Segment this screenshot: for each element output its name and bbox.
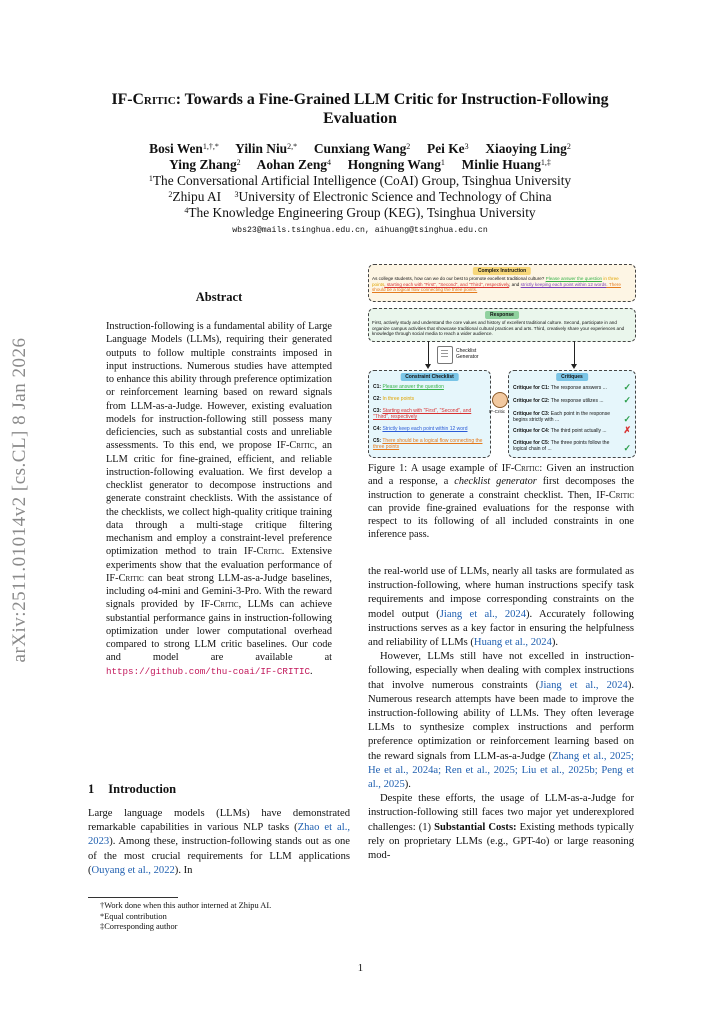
checklist-item: C1: Please answer the question <box>373 384 444 390</box>
intro-paragraph: Large language models (LLMs) have demonstrated remarkable capabilities in various NLP tasks (Zhao et al., 2023). Among these, instruction-following stands out as one of the most crucial requirements for LLM applications (Ouyang et al., 2022). In <box>88 808 350 876</box>
citation-link[interactable]: Ouyang et al., 2022 <box>91 864 175 876</box>
critiques-box <box>508 370 636 458</box>
checklist-generator-label: Checklist Generator <box>456 348 479 360</box>
critique-item: Critique for C3: Each point in the response begins strictly with ... <box>513 411 610 423</box>
constraint-checklist-box <box>368 370 491 458</box>
citation-link[interactable]: Jiang et al., 2024 <box>539 679 628 691</box>
citation-link[interactable]: Zhao et al., 2023 <box>88 822 350 848</box>
check-icon: ✓ <box>623 443 631 453</box>
paragraph: Despite these efforts, the usage of LLM-as-a-Judge for instruction-following still faces two major yet underexplored challenges: (1) Substantial Costs: Existing methods typically rely on proprietary LLMs (e.g., GPT-4o) or large reasoning mod- <box>368 793 634 862</box>
if-critic-icon <box>492 392 508 408</box>
response-box <box>368 308 636 342</box>
checklist-generator-icon <box>437 346 453 364</box>
arxiv-stamp <box>0 300 40 700</box>
arrow-to-critiques <box>574 341 575 365</box>
critique-item: Critique for C2: The response utilizes ... <box>513 398 604 404</box>
author-name: Yilin Niu <box>235 141 288 156</box>
author-name: Xiaoying Ling <box>485 141 567 156</box>
arrow-head-icon <box>571 364 577 369</box>
right-column-body <box>368 565 634 863</box>
complex-instruction-box <box>368 264 636 302</box>
author-name: Aohan Zeng <box>256 157 327 172</box>
paragraph: However, LLMs still have not excelled in instruction-following, especially when dealing with complex instructions that involve numerous constraints (Jiang et al., 2024). Numerous research attempts have been made to improve the instruction-following ability of LLMs. They often leverage LLMs to synthesize complex instructions and perform preference optimization or reinforcement learning based on the reward signals from LLM-as-a-Judge (Zhang et al., 2025; He et al., 2024a; Ren et al., 2025; Liu et al., 2025b; Peng et al., 2025). <box>368 651 635 791</box>
critiques-label: Critiques <box>556 373 588 381</box>
constraint-checklist-label: Constraint Checklist <box>400 373 459 381</box>
critique-item: Critique for C1: The response answers ... <box>513 385 607 391</box>
checklist-item: C3: Starting each with "First", "Second", and "Third", respectively <box>373 408 472 420</box>
response-label: Response <box>485 311 519 319</box>
critique-item: Critique for C5: The three points follow the logical chain of ... <box>513 440 610 452</box>
complex-instruction-text: As college students, how can we do our best to promote excellent traditional culture? Please answer the question in three points, starting each with "First", "Second", and "Third", respectively, and strictly keeping each point within 12 words. There should be a logical flow connecting the three points. <box>372 276 621 293</box>
author-name: Ying Zhang <box>169 157 237 172</box>
author-block <box>80 141 640 239</box>
response-text: First, actively study and understand the core values and history of excellent traditional culture. Second, participate in and organize campus activities that showcase traditional cultural practices and arts. Third, creatively share your experiences and knowledge through social media to reach a wider audience. <box>372 320 625 337</box>
footnote-rule <box>88 897 178 898</box>
figure-1 <box>368 264 634 458</box>
arrow-to-checklist <box>428 341 429 365</box>
author-name: Minlie Huang <box>461 157 541 172</box>
check-icon: ✓ <box>623 382 631 392</box>
paragraph: the real-world use of LLMs, nearly all tasks are formulated as instruction-following, where human instructions specify task requirements and impose corresponding constraints on the model output (Jiang et al., 2024). Accurately following instructions serves as a key factor in ensuring the helpfulness and reliability of LLMs (Huang et al., 2024). <box>368 566 634 649</box>
critique-item: Critique for C4: The third point actually ... <box>513 428 607 434</box>
footnote: ‡Corresponding author <box>100 922 178 931</box>
author-line-1: Bosi Wen$^{1,\dagger,*}$ Yilin Niu$^{2,*}$ Cunxiang Wang$^2$ Pei Ke$^3$ Xiaoying Ling$^2$ <box>149 141 571 156</box>
figure-caption: Figure 1: A usage example of IF-Critic: Given an instruction and a response, a checklist generator first decomposes the instruction to generate a constraint checklist. Then, IF-Critic can provide fine-grained evaluations for the response with respect to its following of all included constraints in one inference pass. <box>368 463 635 541</box>
citation-link[interactable]: Zhang et al., 2025; He et al., 2024a; Ren et al., 2025; Liu et al., 2025b; Peng et al., 2025 <box>368 750 635 791</box>
author-name: Pei Ke <box>427 141 465 156</box>
code-link[interactable]: https://github.com/thu-coai/IF-CRITIC <box>106 665 310 677</box>
citation-link[interactable]: Huang et al., 2024 <box>473 637 552 649</box>
affiliation-2-3: $^2$Zhipu AI $^3$University of Electronic Science and Technology of China <box>168 189 552 204</box>
author-name: Cunxiang Wang <box>313 141 407 156</box>
checklist-item: C4: Strictly keep each point within 12 word <box>373 426 468 432</box>
affiliation-1: $^1$The Conversational Artificial Intelligence (CoAI) Group, Tsinghua University <box>148 173 572 188</box>
section-heading-introduction: 1 Introduction <box>88 782 177 796</box>
title-line-1: : Towards a Fine-Grained LLM Critic for Instruction-Following <box>175 91 609 108</box>
checklist-item: C5: There should be a logical flow connecting the three points <box>373 438 483 450</box>
author-name: Bosi Wen <box>149 141 203 156</box>
author-email[interactable]: wbs23@mails.tsinghua.edu.cn, aihuang@tsinghua.edu.cn <box>232 226 488 235</box>
if-critic-label: IF-Critic <box>489 409 506 414</box>
arxiv-stamp-text: arXiv:2511.01014v2 [cs.CL] 8 Jan 2026 <box>9 337 30 663</box>
check-icon: ✓ <box>623 414 631 424</box>
cross-icon: ✗ <box>623 425 631 435</box>
paper-title <box>80 90 640 128</box>
author-line-2: Ying Zhang$^2$ Aohan Zeng$^4$ Hongning Wang$^1$ Minlie Huang$^{1,\ddagger}$ <box>169 157 551 172</box>
complex-instruction-label: Complex Instruction <box>473 267 531 275</box>
title-line-2: Evaluation <box>323 110 397 127</box>
arrow-head-icon <box>425 364 431 369</box>
abstract-heading: Abstract <box>195 290 243 304</box>
footnotes <box>100 901 350 933</box>
footnote: †Work done when this author interned at Zhipu AI. <box>100 901 272 910</box>
check-icon: ✓ <box>623 395 631 405</box>
abstract-body: Instruction-following is a fundamental ability of Large Language Models (LLMs), requiring their generated outputs to follow multiple constraints imposed in input instructions. Numerous studies have attempted to enhance this ability through preference optimization or reinforcement learning based on reward signals from LLM-as-a-Judge. However, existing evaluation models for instruction-following still possess many deficiencies, such as substantial costs and unreliable assessments. To this end, we propose IF-Critic, an LLM critic for fine-grained, efficient, and reliable instruction-following evaluation. We first develop a checklist generator to decompose instructions and generate constraint checklists. With the assistance of the checklists, we collect high-quality critique training data through a multi-stage critique filtering mechanism and employ a constraint-level preference optimization method to train IF-Critic. Extensive experiments show that the evaluation performance of IF-Critic can beat strong LLM-as-a-Judge baselines, including o4-mini and Gemini-3-Pro. With the reward signals provided by IF-Critic, LLMs can achieve substantial performance gains in instruction-following optimization under lower computational overhead compared to strong LLM critic baselines. Our code and model are available at https://github.com/thu-coai/IF-CRITIC. <box>106 321 332 677</box>
affiliation-4: $^4$The Knowledge Engineering Group (KEG), Tsinghua University <box>184 205 536 220</box>
author-name: Hongning Wang <box>347 157 441 172</box>
citation-link[interactable]: Jiang et al., 2024 <box>439 608 527 620</box>
title-system-name: IF-Critic <box>111 91 176 108</box>
page-number: 1 <box>357 962 364 974</box>
checklist-item: C2: In three points <box>373 396 415 402</box>
footnote: *Equal contribution <box>100 911 167 921</box>
